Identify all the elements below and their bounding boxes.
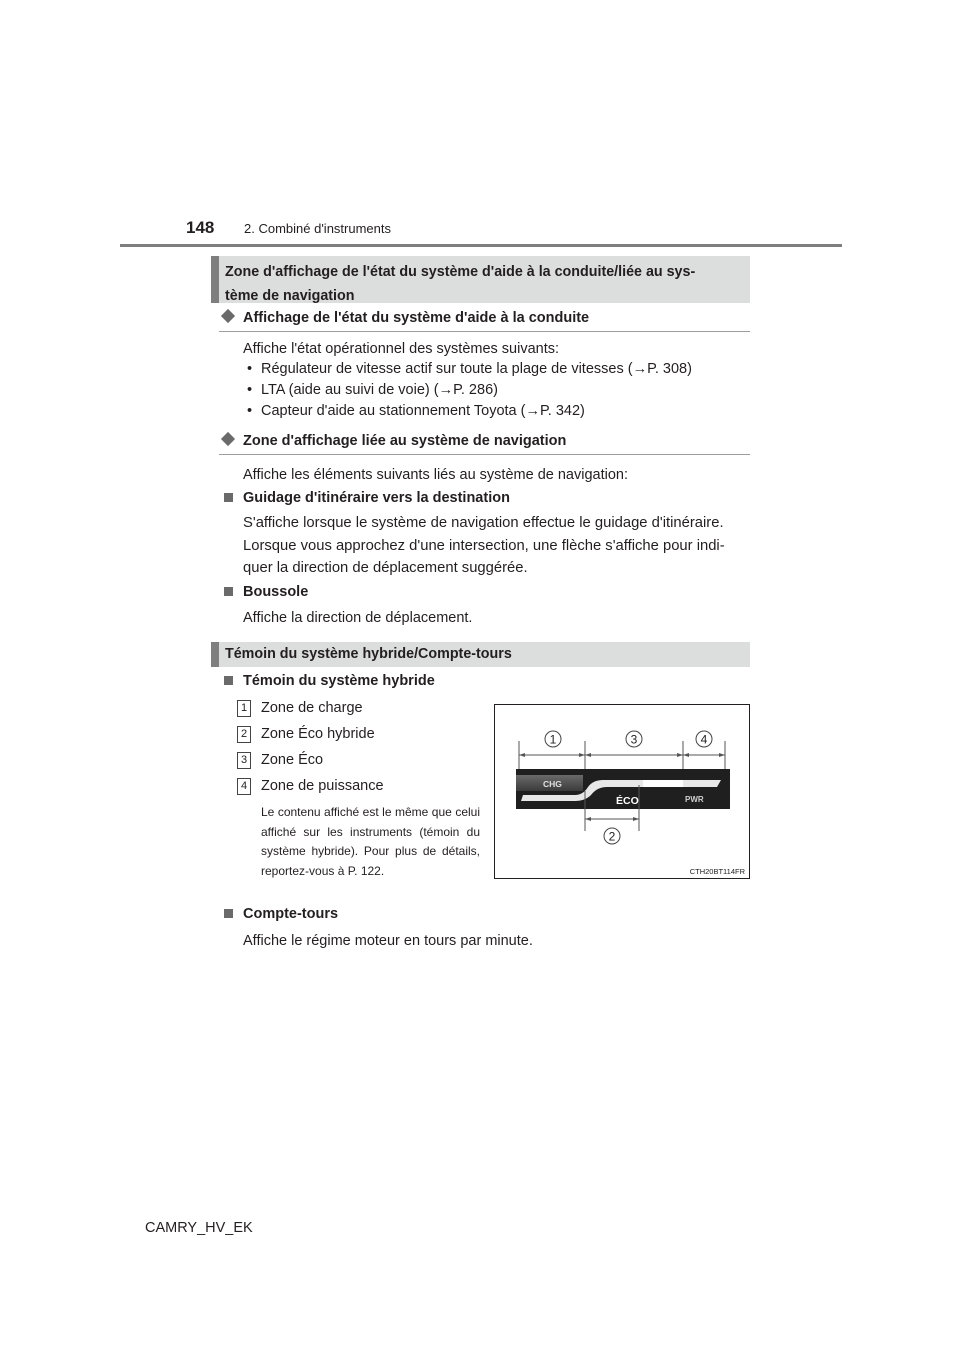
- figure-code: CTH20BT114FR: [689, 867, 745, 876]
- callout-2: 2: [608, 829, 616, 844]
- paragraph-line: S'affiche lorsque le système de navigation effectue le guidage d'itinéraire.: [243, 515, 724, 531]
- bullet-text: LTA (aide au suivi de voie) (→P. 286): [261, 382, 498, 398]
- section-title-hybrid-tachometer: Témoin du système hybride/Compte-tours: [211, 642, 750, 667]
- chg-label: CHG: [543, 779, 562, 789]
- item-heading-label: Guidage d'itinéraire vers la destination: [243, 490, 510, 506]
- square-bullet-icon: [224, 493, 233, 502]
- square-bullet-icon: [224, 587, 233, 596]
- square-bullet-icon: [224, 909, 233, 918]
- section-title-driving-assist-navigation: [211, 256, 750, 303]
- route-guidance-text: [243, 512, 750, 580]
- header-divider: [120, 244, 842, 247]
- power-zone-shape: [643, 780, 683, 787]
- footer-model-code: CAMRY_HV_EK: [145, 1220, 253, 1236]
- zone-item-hybrid-eco: [237, 726, 375, 743]
- hybrid-note: Le contenu affiché est le même que celui affiché sur les instruments (témoin du système hybride). Pour plus de détails, reportez-vous à P. 122.: [261, 805, 480, 878]
- diamond-icon: [221, 432, 235, 446]
- tachometer-text: Affiche le régime moteur en tours par minute.: [243, 933, 533, 949]
- zone-item-charge: [237, 700, 363, 717]
- number-badge: 1: [237, 700, 251, 717]
- item-heading-label: Témoin du système hybride: [243, 673, 435, 689]
- zone-label: Zone de charge: [261, 700, 363, 716]
- page-number: 148: [186, 218, 215, 237]
- item-heading-label: Boussole: [243, 584, 309, 600]
- navigation-intro: Affiche les éléments suivants liés au système de navigation:: [243, 467, 628, 483]
- paragraph-line: Lorsque vous approchez d'une intersection, une flèche s'affiche pour indi-: [243, 537, 725, 554]
- zone-label: Zone de puissance: [261, 778, 384, 794]
- callout-4: 4: [700, 732, 708, 747]
- section-title-line-2: tème de navigation: [225, 288, 355, 304]
- number-badge: 4: [237, 778, 251, 795]
- eco-label: ÉCO: [616, 795, 639, 807]
- bullet-item: • Capteur d'aide au stationnement Toyota (→P. 342): [247, 403, 585, 419]
- item-heading-compass: [224, 584, 308, 600]
- subheading-label: Affichage de l'état du système d'aide à la conduite: [243, 310, 590, 326]
- section-title-line-1: Zone d'affichage de l'état du système d'aide à la conduite/liée au sys-: [225, 264, 696, 280]
- zone-item-eco: [237, 752, 323, 769]
- bullet-text: Régulateur de vitesse actif sur toute la plage de vitesses (→P. 308): [261, 361, 692, 377]
- zone-item-power: [237, 778, 384, 795]
- item-heading-label: Compte-tours: [243, 906, 339, 922]
- square-bullet-icon: [224, 676, 233, 685]
- subheading-driving-assist-status: [219, 310, 750, 332]
- bullet-item: • Régulateur de vitesse actif sur toute la plage de vitesses (→P. 308): [247, 361, 692, 377]
- hybrid-indicator-diagram: [495, 705, 749, 878]
- number-badge: 2: [237, 726, 251, 743]
- item-heading-route-guidance: [224, 490, 510, 506]
- diamond-icon: [221, 309, 235, 323]
- callout-3: 3: [630, 732, 638, 747]
- item-heading-hybrid-indicator: [224, 673, 435, 689]
- number-badge: 3: [237, 752, 251, 769]
- paragraph-line: quer la direction de déplacement suggérée.: [243, 560, 528, 576]
- subheading-navigation-zone: [219, 433, 750, 455]
- driving-assist-intro: Affiche l'état opérationnel des systèmes suivants:: [243, 341, 560, 357]
- hybrid-indicator-figure: [494, 704, 750, 879]
- item-heading-tachometer: [224, 906, 338, 922]
- bullet-text: Capteur d'aide au stationnement Toyota (→P. 342): [261, 403, 585, 419]
- subheading-label: Zone d'affichage liée au système de navigation: [243, 433, 567, 449]
- compass-text: Affiche la direction de déplacement.: [243, 610, 473, 626]
- chapter-title: 2. Combiné d'instruments: [244, 221, 391, 236]
- bullet-item: • LTA (aide au suivi de voie) (→P. 286): [247, 382, 498, 398]
- zone-label: Zone Éco: [261, 752, 324, 768]
- zone-label: Zone Éco hybride: [261, 726, 375, 742]
- pwr-label: PWR: [685, 795, 704, 804]
- callout-1: 1: [549, 732, 557, 747]
